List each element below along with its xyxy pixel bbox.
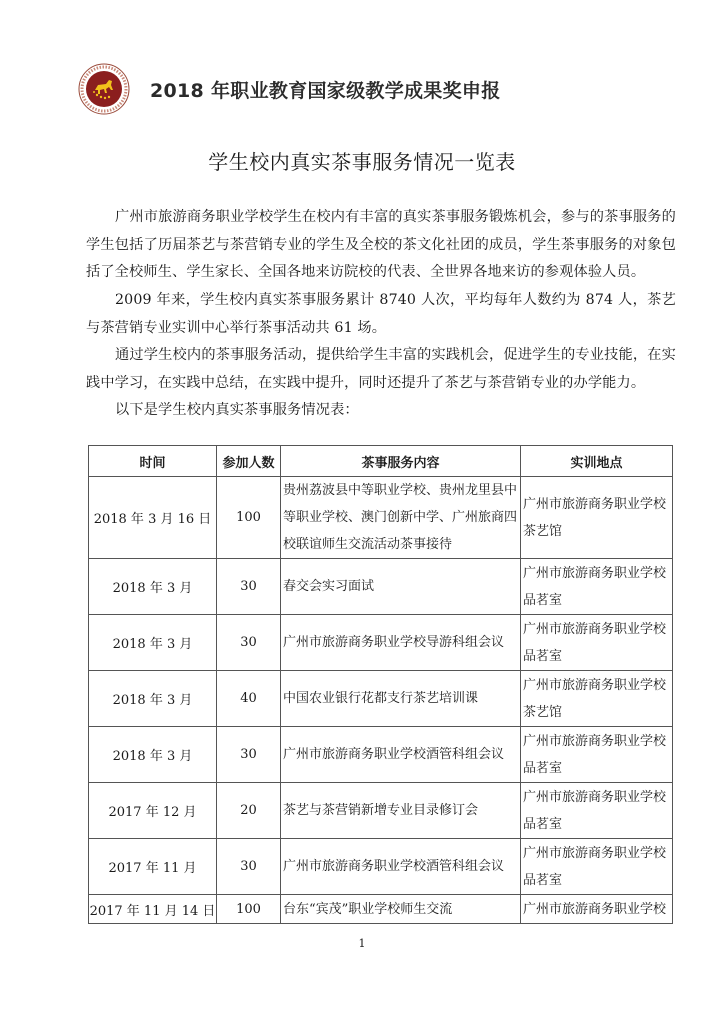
cell-place: 广州市旅游商务职业学校茶艺馆 (521, 671, 673, 727)
table-row (89, 839, 673, 895)
table-row (89, 895, 673, 924)
cell-content: 广州市旅游商务职业学校酒管科组会议 (281, 839, 521, 895)
cell-time: 2018 年 3 月 16 日 (89, 477, 217, 559)
table-row (89, 559, 673, 615)
cell-content: 茶艺与茶营销新增专业目录修订会 (281, 783, 521, 839)
cell-place: 广州市旅游商务职业学校品茗室 (521, 615, 673, 671)
tea-service-table (88, 445, 673, 924)
cell-count: 30 (217, 839, 281, 895)
cell-place: 广州市旅游商务职业学校品茗室 (521, 783, 673, 839)
table-row (89, 783, 673, 839)
header-time: 时间 (89, 446, 217, 477)
paragraph-statistics: 2009 年来，学生校内真实茶事服务累计 8740 人次，平均每年人数约为 874 人，茶艺与茶营销专业实训中心举行茶事活动共 61 场。 (86, 292, 676, 336)
cell-time: 2017 年 12 月 (89, 783, 217, 839)
header-count: 参加人数 (217, 446, 281, 477)
cell-content: 贵州荔波县中等职业学校、贵州龙里县中等职业学校、澳门创新中学、广州旅商四校联谊师生交流活动茶事接待 (281, 477, 521, 559)
cell-time: 2018 年 3 月 (89, 727, 217, 783)
cell-count: 30 (217, 615, 281, 671)
cell-time: 2018 年 3 月 (89, 671, 217, 727)
table-header-row (89, 446, 673, 477)
table-row (89, 727, 673, 783)
table-row (89, 477, 673, 559)
school-emblem-horse-icon (78, 63, 130, 115)
paragraph-intro: 广州市旅游商务职业学校学生在校内有丰富的真实茶事服务锻炼机会，参与的茶事服务的学生包括了历届茶艺与茶营销专业的学生及全校的茶文化社团的成员，学生茶事服务的对象包括了全校师生、学生家长、全国各地来访院校的代表、全世界各地来访的参观体验人员。 (86, 209, 676, 280)
cell-content: 广州市旅游商务职业学校导游科组会议 (281, 615, 521, 671)
cell-count: 40 (217, 671, 281, 727)
cell-content: 台东“宾茂”职业学校师生交流 (281, 895, 521, 924)
cell-count: 100 (217, 895, 281, 924)
cell-content: 春交会实习面试 (281, 559, 521, 615)
cell-place: 广州市旅游商务职业学校品茗室 (521, 559, 673, 615)
paragraph-table-intro: 以下是学生校内真实茶事服务情况表： (115, 402, 359, 418)
cell-content: 中国农业银行花都支行茶艺培训课 (281, 671, 521, 727)
paragraph-benefits: 通过学生校内的茶事服务活动，提供给学生丰富的实践机会，促进学生的专业技能，在实践中学习，在实践中总结，在实践中提升，同时还提升了茶艺与茶营销专业的办学能力。 (86, 347, 676, 391)
header-place: 实训地点 (521, 446, 673, 477)
header-title: 2018 年职业教育国家级教学成果奖申报 (150, 79, 501, 102)
cell-time: 2018 年 3 月 (89, 559, 217, 615)
cell-count: 20 (217, 783, 281, 839)
cell-count: 100 (217, 477, 281, 559)
cell-place: 广州市旅游商务职业学校品茗室 (521, 727, 673, 783)
cell-count: 30 (217, 559, 281, 615)
cell-place: 广州市旅游商务职业学校 (521, 895, 673, 924)
cell-time: 2017 年 11 月 (89, 839, 217, 895)
table-row (89, 615, 673, 671)
cell-place: 广州市旅游商务职业学校品茗室 (521, 839, 673, 895)
cell-count: 30 (217, 727, 281, 783)
page-header (78, 63, 501, 115)
cell-time: 2017 年 11 月 14 日 (89, 895, 217, 924)
table-row (89, 671, 673, 727)
page-number: 1 (358, 937, 366, 950)
header-content: 茶事服务内容 (281, 446, 521, 477)
document-title: 学生校内真实茶事服务情况一览表 (208, 150, 516, 174)
cell-time: 2018 年 3 月 (89, 615, 217, 671)
cell-place: 广州市旅游商务职业学校茶艺馆 (521, 477, 673, 559)
cell-content: 广州市旅游商务职业学校酒管科组会议 (281, 727, 521, 783)
